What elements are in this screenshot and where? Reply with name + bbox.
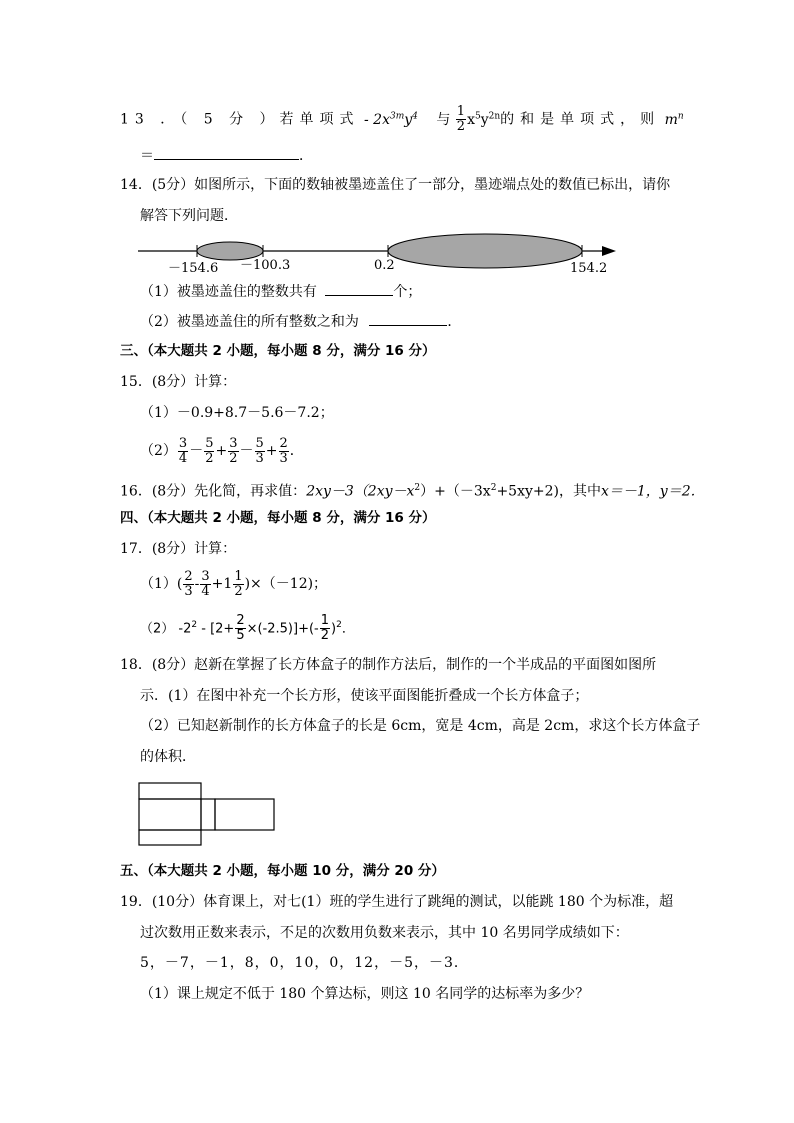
q16-line: 16．(8分）先化简，再求值：$2xy-3(2xy-x^2)+(-3x^2+5xy+2)$，其中x＝－1，y＝2． [120, 483, 705, 500]
q13-suffix: 的和是单项式，则 [500, 111, 661, 128]
q13-line1 [120, 104, 684, 134]
section-3-heading: 三、（本大题共 2 小题，每小题 8 分，满分 16 分） [120, 343, 436, 359]
q13-answer-blank[interactable] [154, 145, 299, 160]
q13-equals: ＝ [140, 148, 154, 164]
q19-line1: 19．(10分）体育课上，对七(1）班的学生进行了跳绳的测试，以能跳 180 个为标准，超 [120, 894, 674, 910]
net-side-face-large [215, 799, 274, 830]
q15-frac-3: $\frac{3}{2}$ [229, 435, 238, 466]
q14-line1: 14．(5分）如图所示，下面的数轴被墨迹盖住了一部分，墨迹端点处的数值已标出，请你 [120, 177, 671, 193]
number-line-arrow [602, 246, 616, 256]
q14-part1: （1）被墨迹盖住的整数共有 个； [140, 281, 421, 302]
q13-term2: $x^5y^{2n}$ [467, 110, 501, 128]
label-neg-100-3: －100.3 [240, 258, 291, 273]
q15-part1: （1）－0.9+8.7－5.6－7.2； [140, 405, 334, 421]
q13-prefix: 13 ．（ 5 分 ）若单项式 [120, 111, 360, 128]
q13-end: ． [299, 148, 313, 164]
label-0-2: 0.2 [374, 258, 395, 273]
q15-part2: （2） $\frac{3}{4}$ － $\frac{5}{2}$ + $\frac{3}{2}$ － $\frac{5}{3}$ + $\frac{2}{3}$ ． [140, 435, 304, 466]
section-4-heading: 四、（本大题共 2 小题，每小题 8 分，满分 16 分） [120, 510, 436, 526]
q13-with: 与 [436, 111, 451, 128]
q14-line2: 解答下列问题． [140, 208, 238, 224]
q17-part1: （1）( $\frac{2}{3}$ - $\frac{3}{4}$ +1 $\frac{1}{2}$ )×（－12)； [140, 568, 328, 599]
net-bottom-face [139, 830, 201, 845]
q18-line2: 示．(1）在图中补充一个长方形，使该平面图能折叠成一个长方体盒子； [140, 688, 589, 704]
q13-term1: - $2x^{3m}y^4$ [363, 110, 418, 128]
net-side-face-small [201, 799, 215, 830]
q13-line2 [140, 145, 313, 166]
q15-title: 15．(8分）计算： [120, 374, 237, 390]
q18-line4: 的体积． [140, 749, 196, 765]
q19-part1: （1）课上规定不低于 180 个算达标，则这 10 名同学的达标率为多少？ [140, 986, 590, 1002]
q13-result: $m^n$ [664, 110, 684, 128]
q15-frac-4: $\frac{5}{3}$ [255, 435, 264, 466]
q17-part2: （2） $-2^2 - [2+$ $\frac{2}{5}$ ×(-2.5)]+(- $\frac{1}{2}$ )$^2$． [140, 613, 355, 644]
q15-frac-5: $\frac{2}{3}$ [279, 435, 288, 466]
label-154-2: 154.2 [570, 261, 608, 276]
section-5-heading: 五、（本大题共 2 小题，每小题 10 分，满分 20 分） [120, 863, 445, 879]
q14-part1-blank[interactable] [325, 281, 393, 296]
q15-frac-1: $\frac{3}{4}$ [178, 435, 188, 466]
q18-line1: 18．(8分）赵新在掌握了长方体盒子的制作方法后，制作的一个半成品的平面图如图所 [120, 657, 657, 673]
q17-title: 17．(8分）计算： [120, 541, 237, 557]
q14-part2: （2）被墨迹盖住的所有整数之和为 ． [140, 311, 461, 332]
q19-line2: 过次数用正数来表示，不足的次数用负数来表示，其中 10 名男同学成绩如下： [140, 925, 629, 941]
q18-line3: （2）已知赵新制作的长方体盒子的长是 6cm，宽是 4cm，高是 2cm，求这个长方体盒子 [140, 718, 701, 734]
q14-part2-blank[interactable] [369, 311, 447, 326]
q13-coef-fraction: $\frac{1}{2}$ [456, 104, 466, 134]
net-top-face [139, 783, 201, 799]
q15-frac-2: $\frac{5}{2}$ [205, 435, 214, 466]
q19-scores: 5，－7，－1，8，0，10，0，12，－5，－3． [140, 955, 469, 971]
label-neg-154-6: －154.6 [168, 261, 219, 276]
net-middle-face [139, 799, 201, 830]
number-line-figure [130, 232, 630, 280]
ink-blot-right [388, 234, 582, 268]
box-net-figure [136, 780, 281, 850]
